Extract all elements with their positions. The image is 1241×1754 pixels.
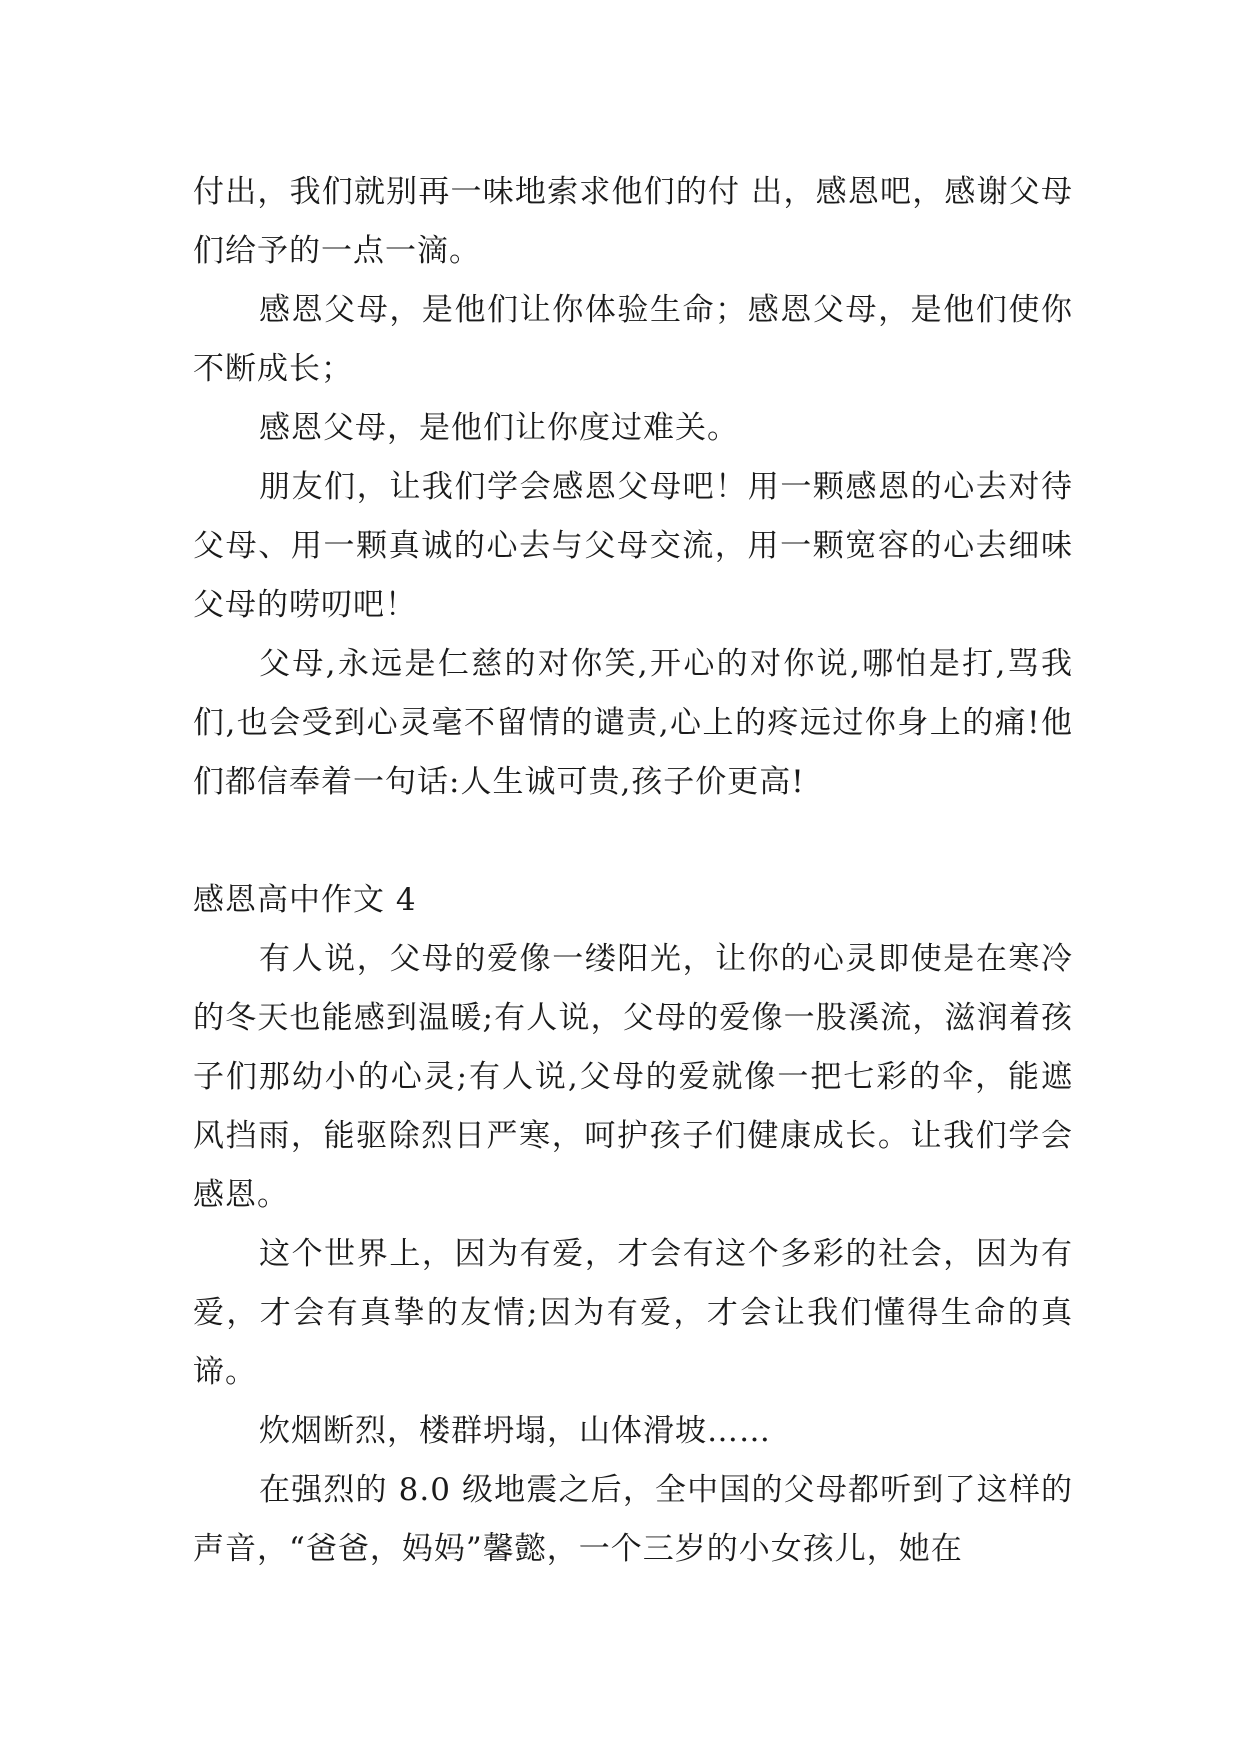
paragraph: 在强烈的 8.0 级地震之后，全中国的父母都听到了这样的声音，“爸爸，妈妈”馨懿，一个三岁的小女孩儿，她在 (193, 1472, 1073, 1567)
essay-body (193, 163, 1073, 1579)
paragraph: 这个世界上，因为有爱，才会有这个多彩的社会，因为有爱，才会有真挚的友情;因为有爱，才会让我们懂得生命的真谛。 (193, 1236, 1073, 1390)
paragraph: 感恩父母，是他们让你度过难关。 (259, 410, 739, 446)
paragraph: 感恩父母，是他们让你体验生命；感恩父母，是他们使你不断成长； (193, 292, 1073, 387)
paragraph: 付出，我们就别再一味地索求他们的付 出，感恩吧，感谢父母们给予的一点一滴。 (193, 174, 1073, 269)
paragraph: 炊烟断烈，楼群坍塌，山体滑坡…… (259, 1413, 771, 1449)
paragraph: 父母,永远是仁慈的对你笑,开心的对你说,哪怕是打,骂我们,也会受到心灵毫不留情的谴责,心上的疼远过你身上的痛!他们都信奉着一句话:人生诚可贵,孩子价更高! (193, 646, 1073, 800)
paragraph: 朋友们，让我们学会感恩父母吧！用一颗感恩的心去对待父母、用一颗真诚的心去与父母交流，用一颗宽容的心去细味父母的唠叨吧！ (193, 469, 1073, 623)
paragraph: 有人说，父母的爱像一缕阳光，让你的心灵即使是在寒冷的冬天也能感到温暖;有人说，父母的爱像一股溪流，滋润着孩子们那幼小的心灵;有人说,父母的爱就像一把七彩的伞，能遮风挡雨，能驱除烈日严寒，呵护孩子们健康成长。让我们学会感恩。 (193, 941, 1073, 1213)
section-title: 感恩高中作文 4 (193, 882, 417, 918)
